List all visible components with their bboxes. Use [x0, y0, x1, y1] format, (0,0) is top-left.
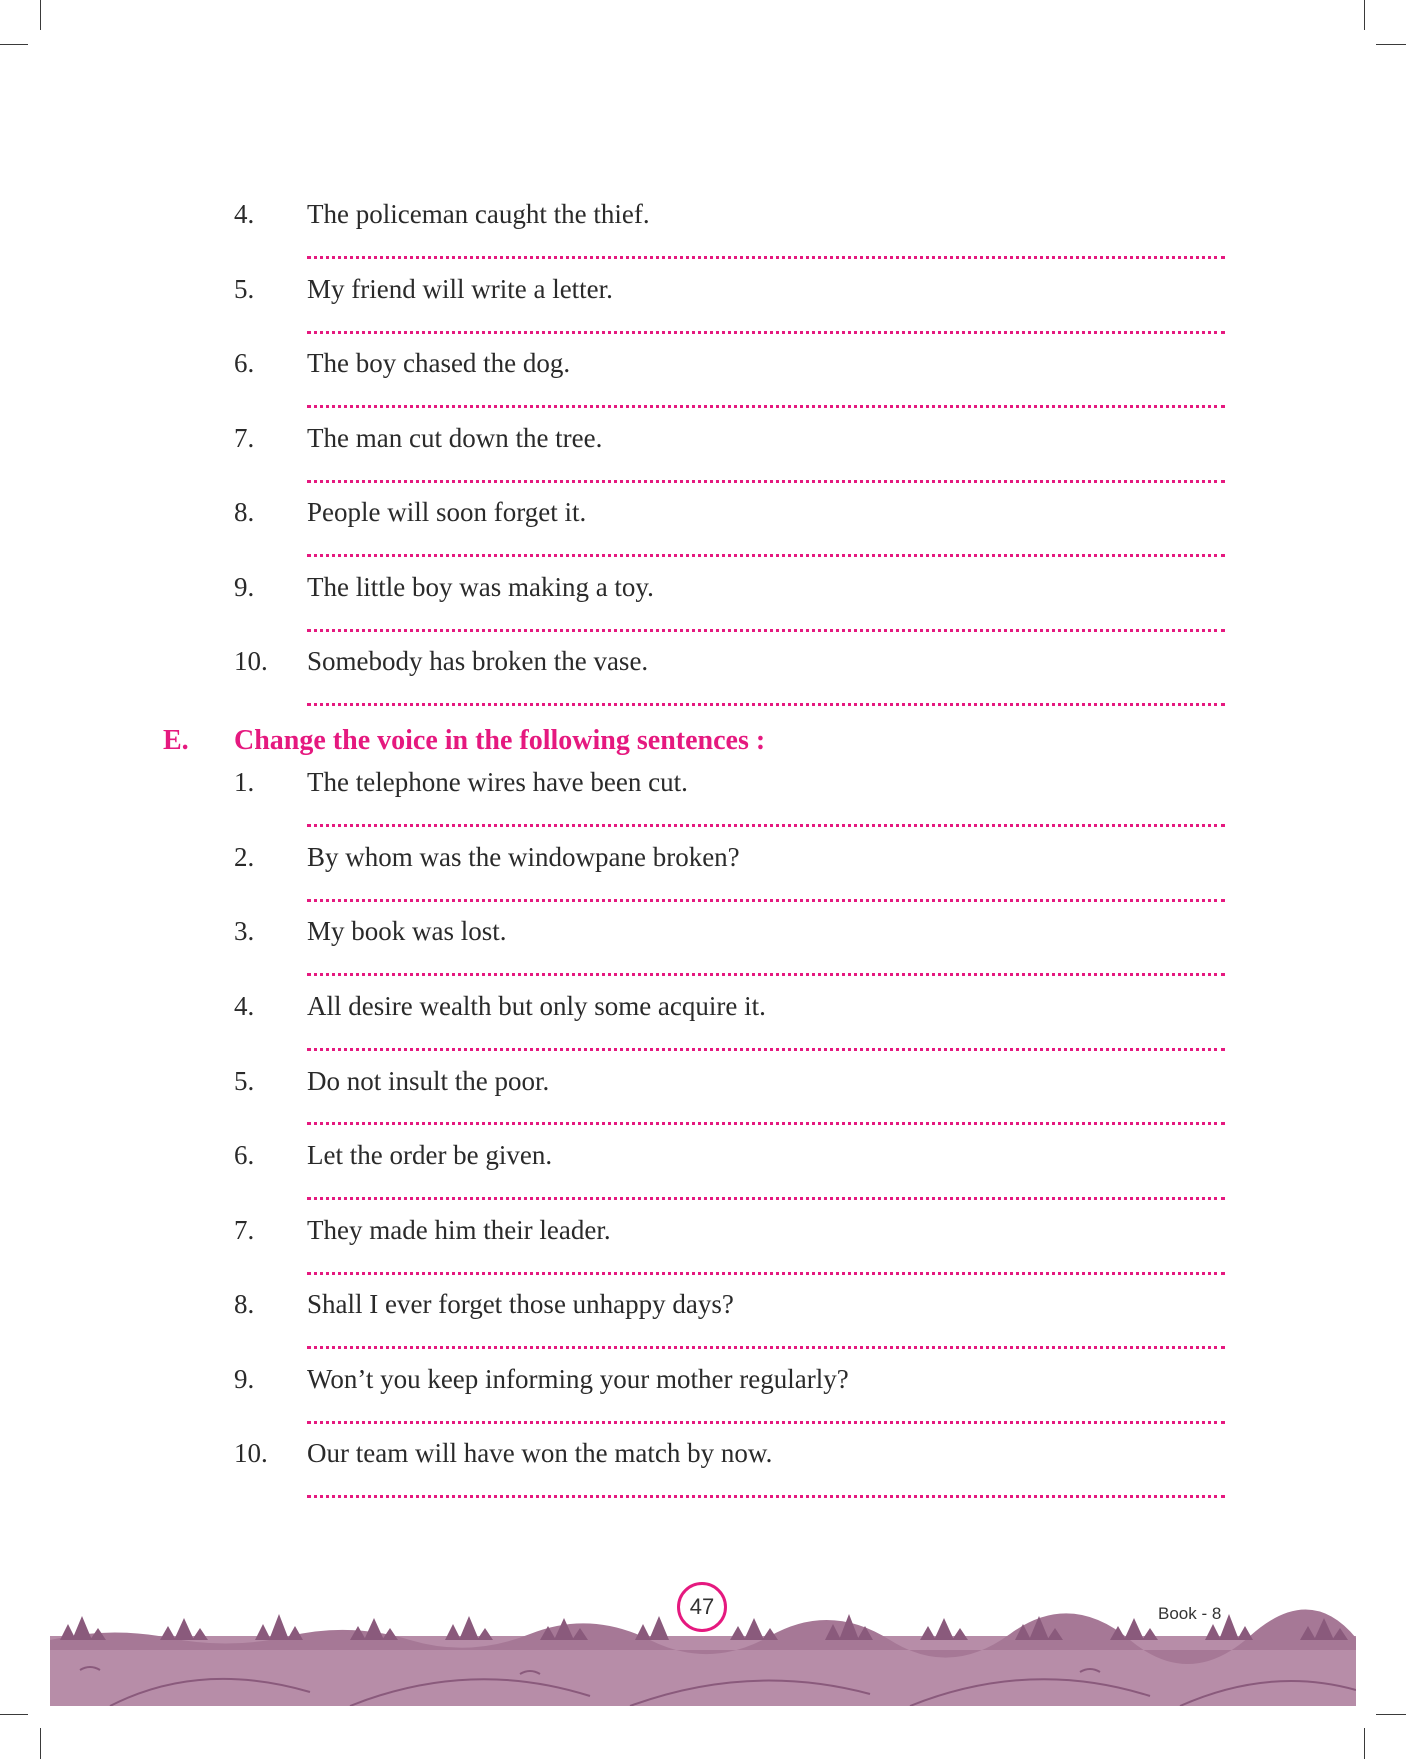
- answer-line[interactable]: [307, 973, 1225, 976]
- crop-mark-bottom-left-vertical: [40, 1728, 41, 1759]
- crop-mark-top-right-horizontal: [1376, 44, 1406, 45]
- list-item: [0, 495, 1406, 535]
- crop-mark-top-left-vertical: [40, 0, 41, 30]
- item-number: 10.: [234, 1438, 268, 1468]
- answer-line[interactable]: [307, 824, 1225, 827]
- list-item: [0, 570, 1406, 610]
- list-item: [0, 1213, 1406, 1253]
- page-number: 47: [677, 1582, 727, 1632]
- crop-mark-bottom-right-vertical: [1364, 1728, 1365, 1759]
- list-item: [0, 989, 1406, 1029]
- item-number: 5.: [234, 274, 255, 304]
- item-sentence: The policeman caught the thief.: [307, 199, 650, 229]
- section-heading: Change the voice in the following sentences :: [234, 725, 766, 756]
- item-sentence: Let the order be given.: [307, 1140, 553, 1170]
- item-number: 8.: [234, 497, 255, 527]
- list-item: [0, 346, 1406, 386]
- answer-line[interactable]: [307, 1272, 1225, 1275]
- answer-line[interactable]: [307, 703, 1225, 706]
- answer-line[interactable]: [307, 629, 1225, 632]
- item-number: 5.: [234, 1066, 255, 1096]
- item-sentence: Shall I ever forget those unhappy days?: [307, 1289, 734, 1319]
- list-item: [0, 840, 1406, 880]
- list-item: [0, 765, 1406, 805]
- item-sentence: All desire wealth but only some acquire it.: [307, 991, 766, 1021]
- list-item: [0, 644, 1406, 684]
- item-number: 3.: [234, 916, 255, 946]
- item-number: 9.: [234, 1364, 255, 1394]
- answer-line[interactable]: [307, 554, 1225, 557]
- item-sentence: They made him their leader.: [307, 1215, 611, 1245]
- item-number: 4.: [234, 991, 255, 1021]
- item-number: 8.: [234, 1289, 255, 1319]
- answer-line[interactable]: [307, 1421, 1225, 1424]
- section-letter: E.: [163, 725, 189, 756]
- answer-line[interactable]: [307, 899, 1225, 902]
- answer-line[interactable]: [307, 1346, 1225, 1349]
- list-item: [0, 1436, 1406, 1476]
- item-sentence: The telephone wires have been cut.: [307, 767, 688, 797]
- answer-line[interactable]: [307, 256, 1225, 259]
- item-number: 7.: [234, 1215, 255, 1245]
- list-item: [0, 1287, 1406, 1327]
- item-number: 4.: [234, 199, 255, 229]
- answer-line[interactable]: [307, 405, 1225, 408]
- list-item: [0, 197, 1406, 237]
- item-sentence: My book was lost.: [307, 916, 507, 946]
- item-sentence: The little boy was making a toy.: [307, 572, 654, 602]
- book-label: Book - 8: [1158, 1604, 1222, 1623]
- item-number: 7.: [234, 423, 255, 453]
- item-number: 1.: [234, 767, 255, 797]
- list-item: [0, 1138, 1406, 1178]
- item-sentence: Somebody has broken the vase.: [307, 646, 649, 676]
- crop-mark-bottom-right-horizontal: [1376, 1714, 1406, 1715]
- crop-mark-top-left-horizontal: [0, 44, 28, 45]
- crop-mark-bottom-left-horizontal: [0, 1714, 28, 1715]
- list-item: [0, 421, 1406, 461]
- crop-mark-top-right-vertical: [1364, 0, 1365, 30]
- item-number: 6.: [234, 348, 255, 378]
- item-number: 10.: [234, 646, 268, 676]
- answer-line[interactable]: [307, 1495, 1225, 1498]
- item-number: 6.: [234, 1140, 255, 1170]
- item-number: 9.: [234, 572, 255, 602]
- answer-line[interactable]: [307, 1122, 1225, 1125]
- item-sentence: Do not insult the poor.: [307, 1066, 550, 1096]
- answer-line[interactable]: [307, 331, 1225, 334]
- answer-line[interactable]: [307, 1048, 1225, 1051]
- item-number: 2.: [234, 842, 255, 872]
- list-item: [0, 914, 1406, 954]
- item-sentence: The boy chased the dog.: [307, 348, 571, 378]
- item-sentence: By whom was the windowpane broken?: [307, 842, 740, 872]
- item-sentence: People will soon forget it.: [307, 497, 587, 527]
- list-item: [0, 272, 1406, 312]
- item-sentence: Won’t you keep informing your mother regularly?: [307, 1364, 849, 1394]
- list-item: [0, 1362, 1406, 1402]
- list-item: [0, 1064, 1406, 1104]
- answer-line[interactable]: [307, 480, 1225, 483]
- item-sentence: The man cut down the tree.: [307, 423, 603, 453]
- answer-line[interactable]: [307, 1197, 1225, 1200]
- item-sentence: Our team will have won the match by now.: [307, 1438, 773, 1468]
- item-sentence: My friend will write a letter.: [307, 274, 613, 304]
